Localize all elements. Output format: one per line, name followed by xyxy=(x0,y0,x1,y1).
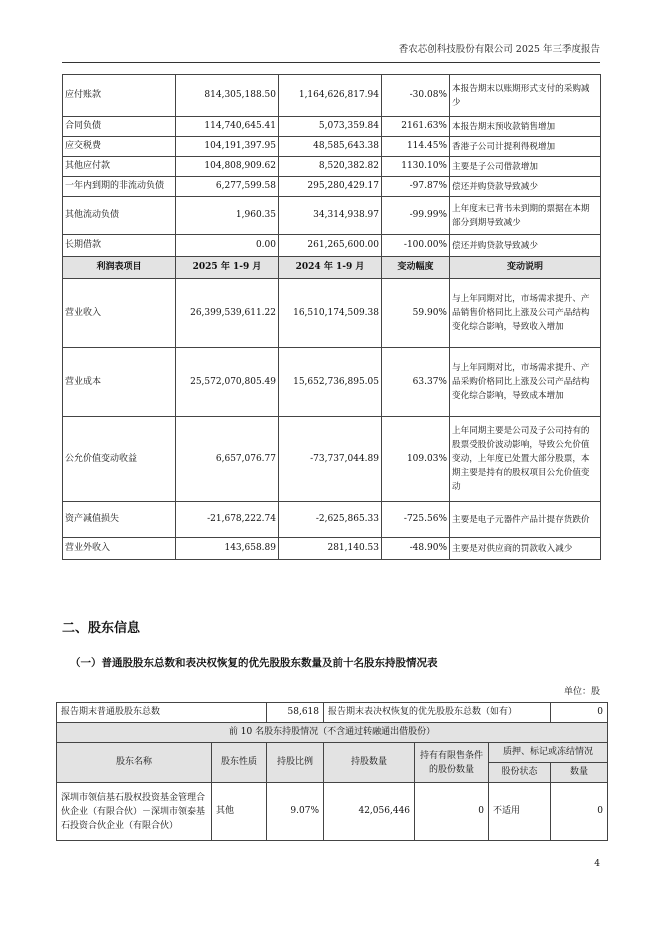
shareholder-status: 不适用 xyxy=(489,783,551,841)
table-row xyxy=(63,75,601,117)
col-shareholder-nature: 股东性质 xyxy=(212,743,267,783)
financial-changes-table xyxy=(62,74,601,560)
col-restricted-shares: 持有有限售条件的股份数量 xyxy=(415,743,489,783)
income-header-note: 变动说明 xyxy=(450,257,601,279)
table-row xyxy=(63,197,601,235)
row-current-value: 0.00 xyxy=(176,235,279,257)
row-item: 营业收入 xyxy=(63,279,176,348)
row-current-value: 26,399,539,611.22 xyxy=(176,279,279,348)
row-change-rate: 63.37% xyxy=(382,348,450,417)
header-rule xyxy=(62,62,600,63)
row-change-note: 上年度末已背书未到期的票据在本期部分到期导致减少 xyxy=(450,197,601,235)
balance-sheet-rows xyxy=(63,75,601,257)
row-current-value: 114,740,645.41 xyxy=(176,117,279,137)
col-share-status: 股份状态 xyxy=(489,763,551,783)
table-row xyxy=(63,117,601,137)
row-item: 公允价值变动收益 xyxy=(63,417,176,502)
row-current-value: 104,191,397.95 xyxy=(176,137,279,157)
shareholder-qty: 42,056,446 xyxy=(324,783,415,841)
row-change-rate: -48.90% xyxy=(382,538,450,560)
total-shareholders-value: 58,618 xyxy=(267,703,324,723)
shareholder-count: 0 xyxy=(551,783,608,841)
row-change-rate: 114.45% xyxy=(382,137,450,157)
row-item: 其他应付款 xyxy=(63,157,176,177)
row-current-value: 1,960.35 xyxy=(176,197,279,235)
col-holding-qty: 持股数量 xyxy=(324,743,415,783)
row-change-rate: -99.99% xyxy=(382,197,450,235)
table-row xyxy=(63,157,601,177)
row-change-rate: 109.03% xyxy=(382,417,450,502)
row-current-value: 104,808,909.62 xyxy=(176,157,279,177)
section-title: 二、股东信息 xyxy=(62,621,141,636)
row-change-note: 香港子公司计提利得税增加 xyxy=(450,137,601,157)
unit-label: 单位：股 xyxy=(563,687,600,697)
row-item: 资产减值损失 xyxy=(63,502,176,538)
table-row xyxy=(63,177,601,197)
row-change-note: 与上年同期对比，市场需求提升、产品采购价格同比上涨及公司产品结构变化综合影响，导致成本增加 xyxy=(450,348,601,417)
running-header: 香农芯创科技股份有限公司 2025 年三季度报告 xyxy=(398,44,600,55)
shareholder-table xyxy=(56,702,608,841)
shareholder-row xyxy=(57,783,608,841)
pref-shareholders-value: 0 xyxy=(551,703,608,723)
table-row xyxy=(63,235,601,257)
row-prior-value: 34,314,938.97 xyxy=(279,197,382,235)
subsection-title: （一）普通股股东总数和表决权恢复的优先股股东数量及前十名股东持股情况表 xyxy=(70,657,438,669)
row-item: 应交税费 xyxy=(63,137,176,157)
row-prior-value: 16,510,174,509.38 xyxy=(279,279,382,348)
row-change-note: 与上年同期对比，市场需求提升、产品销售价格同比上涨及公司产品结构变化综合影响，导致收入增加 xyxy=(450,279,601,348)
col-pledge-count: 数量 xyxy=(551,763,608,783)
income-header-current: 2025 年 1-9 月 xyxy=(176,257,279,279)
row-prior-value: -2,625,865.33 xyxy=(279,502,382,538)
row-change-rate: 1130.10% xyxy=(382,157,450,177)
income-header xyxy=(63,257,601,279)
row-prior-value: 295,280,429.17 xyxy=(279,177,382,197)
table-row xyxy=(63,137,601,157)
top10-title: 前 10 名股东持股情况（不含通过转融通出借股份） xyxy=(57,723,608,743)
row-change-note: 主要是电子元器件产品计提存货跌价 xyxy=(450,502,601,538)
row-prior-value: 281,140.53 xyxy=(279,538,382,560)
row-change-rate: -100.00% xyxy=(382,235,450,257)
income-header-item: 利润表项目 xyxy=(63,257,176,279)
table-row xyxy=(63,348,601,417)
row-item: 营业外收入 xyxy=(63,538,176,560)
col-shareholder-name: 股东名称 xyxy=(57,743,212,783)
row-change-rate: -97.87% xyxy=(382,177,450,197)
shareholder-ratio: 9.07% xyxy=(267,783,324,841)
shareholder-name: 深圳市领信基石股权投资基金管理合伙企业（有限合伙）－深圳市领泰基石投资合伙企业（有限合伙） xyxy=(57,783,212,841)
row-current-value: 6,277,599.58 xyxy=(176,177,279,197)
row-change-rate: 59.90% xyxy=(382,279,450,348)
page-number: 4 xyxy=(594,859,600,869)
row-current-value: 143,658.89 xyxy=(176,538,279,560)
row-current-value: -21,678,222.74 xyxy=(176,502,279,538)
row-item: 应付账款 xyxy=(63,75,176,117)
row-change-note: 偿还并购贷款导致减少 xyxy=(450,235,601,257)
table-row xyxy=(63,417,601,502)
table-row xyxy=(63,538,601,560)
row-change-note: 上年同期主要是公司及子公司持有的股票受股价波动影响，导致公允价值变动，上年度已处置大部分股票，本期主要是持有的股权项目公允价值变动 xyxy=(450,417,601,502)
row-prior-value: -73,737,044.89 xyxy=(279,417,382,502)
row-change-rate: 2161.63% xyxy=(382,117,450,137)
row-change-rate: -30.08% xyxy=(382,75,450,117)
row-prior-value: 48,585,643.38 xyxy=(279,137,382,157)
row-current-value: 814,305,188.50 xyxy=(176,75,279,117)
col-pledge-status: 质押、标记或冻结情况 xyxy=(489,743,608,763)
income-statement-rows xyxy=(63,279,601,560)
row-current-value: 6,657,076.77 xyxy=(176,417,279,502)
row-prior-value: 261,265,600.00 xyxy=(279,235,382,257)
row-item: 营业成本 xyxy=(63,348,176,417)
row-change-note: 本报告期末以账期形式支付的采购减少 xyxy=(450,75,601,117)
col-holding-ratio: 持股比例 xyxy=(267,743,324,783)
income-header-change: 变动幅度 xyxy=(382,257,450,279)
row-change-note: 主要是子公司借款增加 xyxy=(450,157,601,177)
table-row xyxy=(63,502,601,538)
row-item: 长期借款 xyxy=(63,235,176,257)
row-prior-value: 8,520,382.82 xyxy=(279,157,382,177)
row-item: 一年内到期的非流动负债 xyxy=(63,177,176,197)
row-prior-value: 1,164,626,817.94 xyxy=(279,75,382,117)
row-item: 合同负债 xyxy=(63,117,176,137)
income-header-prior: 2024 年 1-9 月 xyxy=(279,257,382,279)
total-shareholders-label: 报告期末普通股股东总数 xyxy=(57,703,267,723)
row-change-note: 偿还并购贷款导致减少 xyxy=(450,177,601,197)
shareholder-nature: 其他 xyxy=(212,783,267,841)
row-item: 其他流动负债 xyxy=(63,197,176,235)
table-row xyxy=(63,279,601,348)
pref-shareholders-label: 报告期末表决权恢复的优先股股东总数（如有） xyxy=(324,703,551,723)
row-change-rate: -725.56% xyxy=(382,502,450,538)
row-change-note: 主要是对供应商的罚款收入减少 xyxy=(450,538,601,560)
row-change-note: 本报告期末预收款销售增加 xyxy=(450,117,601,137)
shareholder-restricted: 0 xyxy=(415,783,489,841)
row-prior-value: 15,652,736,895.05 xyxy=(279,348,382,417)
row-current-value: 25,572,070,805.49 xyxy=(176,348,279,417)
row-prior-value: 5,073,359.84 xyxy=(279,117,382,137)
